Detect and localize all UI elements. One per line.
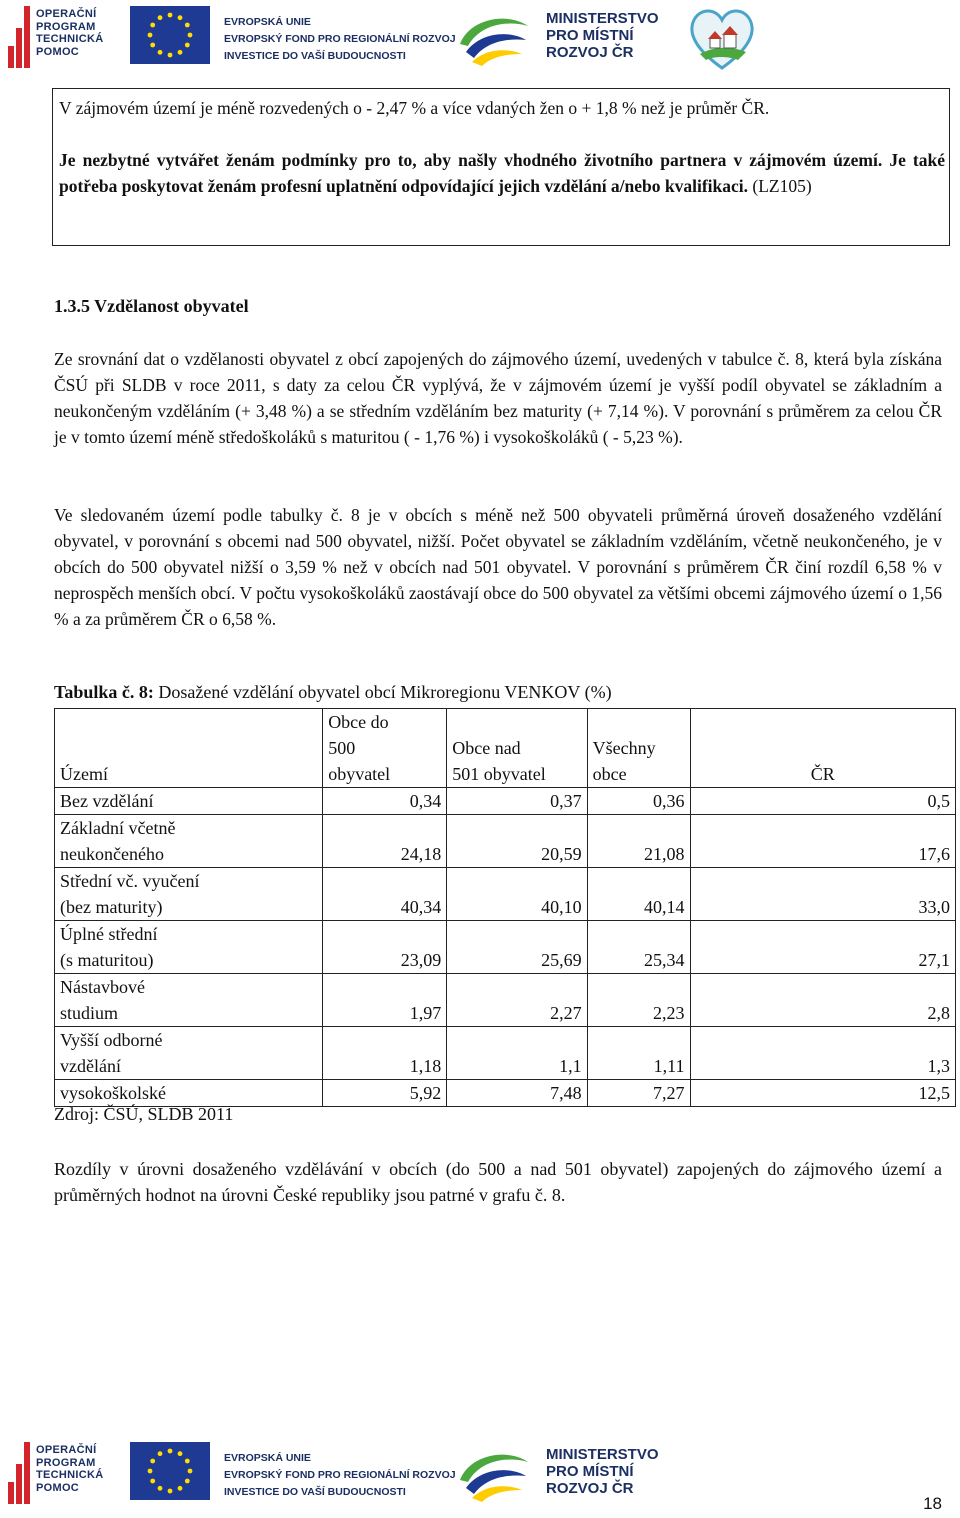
optp-logo-text xyxy=(36,1444,103,1494)
conclusion-box xyxy=(52,88,950,246)
optp-logo-text xyxy=(36,8,103,58)
header-line: Všechny xyxy=(592,738,656,758)
row-label xyxy=(55,788,323,815)
cell-value: 40,34 xyxy=(323,868,447,921)
mmr-swoosh-icon xyxy=(456,8,532,68)
footer-logo-bar xyxy=(0,1436,960,1518)
row-label-line: vzdělání xyxy=(60,1056,121,1076)
optp-line: OPERAČNÍ xyxy=(36,8,97,20)
optp-logo-bars xyxy=(8,6,32,68)
cell-value: 33,0 xyxy=(690,868,955,921)
eu-flag-icon xyxy=(130,1442,210,1500)
row-label-line: Vyšší odborné xyxy=(60,1030,163,1050)
table-row xyxy=(55,815,956,868)
cell-value: 25,69 xyxy=(447,921,587,974)
cell-value: 1,18 xyxy=(323,1027,447,1080)
row-label xyxy=(55,1027,323,1080)
optp-line: POMOC xyxy=(36,45,80,58)
row-label-line: Bez vzdělání xyxy=(60,791,154,811)
optp-line: TECHNICKÁ xyxy=(36,1469,104,1481)
optp-line: PROGRAM xyxy=(36,1456,96,1469)
row-label xyxy=(55,868,323,921)
optp-line: POMOC xyxy=(36,1481,80,1494)
cell-value: 17,6 xyxy=(690,815,955,868)
optp-logo-bars xyxy=(8,1442,32,1504)
cell-value: 2,8 xyxy=(690,974,955,1027)
cell-value: 2,23 xyxy=(587,974,690,1027)
table-row xyxy=(55,868,956,921)
row-label-line: (s maturitou) xyxy=(60,950,154,970)
mmr-line: MINISTERSTVO xyxy=(546,1446,659,1463)
cell-value: 21,08 xyxy=(587,815,690,868)
header-cr: ČR xyxy=(690,709,955,788)
table-caption xyxy=(54,682,612,703)
table-row xyxy=(55,1080,956,1107)
mmr-line: PRO MÍSTNÍ xyxy=(546,27,634,44)
optp-line: PROGRAM xyxy=(36,20,96,33)
cell-value: 7,48 xyxy=(447,1080,587,1107)
cell-value: 40,14 xyxy=(587,868,690,921)
row-label-line: Nástavbové xyxy=(60,977,145,997)
mmr-line: PRO MÍSTNÍ xyxy=(546,1463,634,1480)
eu-line: EVROPSKÝ FOND PRO REGIONÁLNÍ ROZVOJ xyxy=(224,33,456,45)
table-row xyxy=(55,1027,956,1080)
row-label-line: Úplné střední xyxy=(60,924,158,944)
header-small-municipalities xyxy=(323,709,447,788)
row-label-line: (bez maturity) xyxy=(60,897,163,917)
header-large-municipalities xyxy=(447,709,587,788)
eu-line: INVESTICE DO VAŠÍ BUDOUCNOSTI xyxy=(224,50,406,62)
mmr-logo-text xyxy=(546,1446,659,1497)
mmr-line: ROZVOJ ČR xyxy=(546,44,634,61)
row-label xyxy=(55,974,323,1027)
header-line: 500 xyxy=(328,738,356,758)
mmr-line: MINISTERSTVO xyxy=(546,10,659,27)
box-reference: (LZ105) xyxy=(748,176,812,196)
box-recommendation xyxy=(59,147,945,199)
cell-value: 2,27 xyxy=(447,974,587,1027)
row-label xyxy=(55,1080,323,1107)
cell-value: 0,5 xyxy=(690,788,955,815)
paragraph-table-analysis: Ve sledovaném území podle tabulky č. 8 je v obcích s méně než 500 obyvateli průměrná úroveň dosaženého vzdělání obyvatel, v porovnání s obcemi nad 500 obyvatel, nižší. Počet obyvatel se základním vzděláním, včetně neukončeného, je v obcích do 500 obyvatel nižší o 3,59 % než v obcích nad 501 obyvatel. V porovnání s průměrem ČR činí rozdíl 6,58 % v neprospěch menších obcí. V počtu vysokoškoláků zaostávají obce do 500 obyvatel za většími obcemi zájmového území o 1,56 % a za průměrem ČR o 6,58 %. xyxy=(54,505,942,629)
header-logo-bar xyxy=(0,0,960,82)
education-table xyxy=(54,708,956,1107)
eu-flag-icon xyxy=(130,6,210,64)
cell-value: 1,3 xyxy=(690,1027,955,1080)
cell-value: 1,97 xyxy=(323,974,447,1027)
cell-value: 40,10 xyxy=(447,868,587,921)
mmr-line: ROZVOJ ČR xyxy=(546,1480,634,1497)
row-label xyxy=(55,815,323,868)
header-line: obyvatel xyxy=(328,764,391,784)
cell-value: 23,09 xyxy=(323,921,447,974)
row-label-line: vysokoškolské xyxy=(60,1083,167,1103)
row-label-line: studium xyxy=(60,1003,119,1023)
header-line: Obce nad xyxy=(452,738,521,758)
row-label-line: Střední vč. vyučení xyxy=(60,871,200,891)
table-row xyxy=(55,788,956,815)
header-line: Obce do xyxy=(328,712,389,732)
row-label xyxy=(55,921,323,974)
eu-line: EVROPSKÝ FOND PRO REGIONÁLNÍ ROZVOJ xyxy=(224,1469,456,1481)
cell-value: 0,34 xyxy=(323,788,447,815)
cell-value: 5,92 xyxy=(323,1080,447,1107)
eu-line: EVROPSKÁ UNIE xyxy=(224,16,311,28)
table-row xyxy=(55,921,956,974)
eu-logo-text xyxy=(224,1450,456,1501)
row-label-line: neukončeného xyxy=(60,844,164,864)
box-intro-text: V zájmovém území je méně rozvedených o - 2,47 % a více vdaných žen o + 1,8 % než je průměr ČR. xyxy=(59,98,770,118)
row-label-line: Základní včetně xyxy=(60,818,176,838)
optp-line: OPERAČNÍ xyxy=(36,1444,97,1456)
cell-value: 0,37 xyxy=(447,788,587,815)
paragraph-closing: Rozdíly v úrovni dosaženého vzdělávání v obcích (do 500 a nad 501 obyvatel) zapojených do zájmového území a průměrných hodnot na úrovni České republiky jsou patrné v grafu č. 8. xyxy=(54,1159,942,1205)
cell-value: 0,36 xyxy=(587,788,690,815)
cell-value: 1,11 xyxy=(587,1027,690,1080)
section-heading: 1.3.5 Vzdělanost obyvatel xyxy=(54,296,249,316)
table-caption-title: Dosažené vzdělání obyvatel obcí Mikroregionu VENKOV (%) xyxy=(153,682,612,702)
heart-village-icon xyxy=(686,2,758,74)
paragraph-comparison: Ze srovnání dat o vzdělanosti obyvatel z obcí zapojených do zájmového území, uvedených v tabulce č. 8, která byla získána ČSÚ při SLDB v roce 2011, s daty za celou ČR vyplývá, že v zájmovém území je vyšší podíl obyvatel se základním a neukončeným vzděláním (+ 3,48 %) a se středním vzděláním bez maturity (+ 7,14 %). V porovnání s průměrem za celou ČR je v tomto území méně středoškoláků s maturitou ( - 1,76 %) i vysokoškoláků ( - 5,23 %). xyxy=(54,349,942,447)
box-recommendation-bold: Je nezbytné vytvářet ženám podmínky pro to, aby našly vhodného životního partnera v zájmovém území. Je také potřeba poskytovat ženám profesní uplatnění odpovídající jejich vzdělání a/nebo kvalifikaci. xyxy=(59,150,945,196)
cell-value: 27,1 xyxy=(690,921,955,974)
mmr-logo-text xyxy=(546,10,659,61)
cell-value: 12,5 xyxy=(690,1080,955,1107)
cell-value: 1,1 xyxy=(447,1027,587,1080)
table-row xyxy=(55,974,956,1027)
header-line: obce xyxy=(592,764,627,784)
mmr-swoosh-icon xyxy=(456,1444,532,1504)
page-number: 18 xyxy=(923,1494,942,1513)
cell-value: 7,27 xyxy=(587,1080,690,1107)
header-all-municipalities xyxy=(587,709,690,788)
table-source: Zdroj: ČSÚ, SLDB 2011 xyxy=(54,1104,234,1124)
eu-logo-text xyxy=(224,14,456,65)
optp-line: TECHNICKÁ xyxy=(36,33,104,45)
header-territory: Území xyxy=(55,709,323,788)
eu-line: EVROPSKÁ UNIE xyxy=(224,1452,311,1464)
table-caption-label: Tabulka č. 8: xyxy=(54,682,154,702)
cell-value: 20,59 xyxy=(447,815,587,868)
table-header-row xyxy=(55,709,956,788)
header-line: 501 obyvatel xyxy=(452,764,546,784)
cell-value: 25,34 xyxy=(587,921,690,974)
cell-value: 24,18 xyxy=(323,815,447,868)
eu-line: INVESTICE DO VAŠÍ BUDOUCNOSTI xyxy=(224,1486,406,1498)
